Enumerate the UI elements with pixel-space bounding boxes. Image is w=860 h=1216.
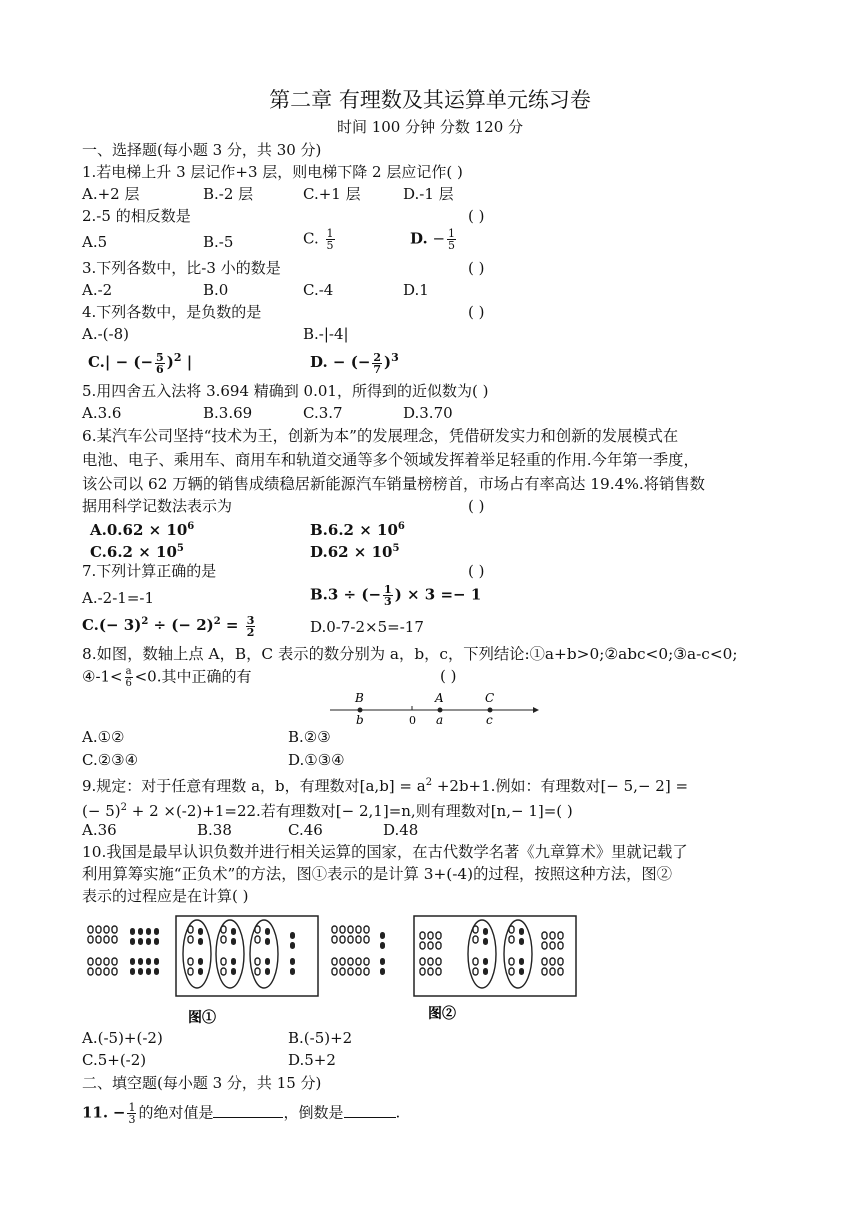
q6-option-d: $D.62 \times 10^5$ [310,543,400,561]
page-title: 第二章 有理数及其运算单元练习卷 [269,88,591,112]
q2-option-d-fraction: $\frac{1}{5}$ [448,227,456,252]
label-zero: 0 [409,714,416,727]
fig2-label: 图② [428,1006,456,1022]
q3-stem: 3.下列各数中，比-3 小的数是 [82,259,281,277]
q5-option-b: B.3.69 [203,404,253,422]
q11-blank-reciprocal[interactable] [344,1103,396,1118]
fig1-ellipses [183,920,295,988]
q10-line-1: 10.我国是最早认识负数并进行相关运算的国家，在古代数学名著《九章算术》里就记载了 [82,843,688,861]
q7-option-d: D.0-7-2×5=-17 [310,618,424,636]
q4-stem: 4.下列各数中，是负数的是 [82,303,262,321]
q7-option-a: A.-2-1=-1 [82,589,155,607]
q1-option-a: A.+2 层 [82,185,140,203]
q3-option-d: D.1 [403,281,429,299]
q4-option-b: B.-|-4| [303,325,349,343]
q11-blank-absolute-value[interactable] [213,1103,283,1118]
q8-answer-paren: ( ) [440,667,457,685]
q6-option-c: $C.6.2 \times 10^5$ [90,543,184,561]
q1-option-c: C.+1 层 [303,185,361,203]
q9-option-d: D.48 [383,821,419,839]
q5-option-c: C.3.7 [303,404,343,422]
label-upper-a: A [435,691,444,705]
q3-option-b: B.0 [203,281,229,299]
q10-line-3: 表示的过程应是在计算( ) [82,887,249,905]
q6-line-1: 6.某汽车公司坚持“技术为王，创新为本”的发展理念，凭借研发实力和创新的发展模式在 [82,427,679,445]
label-upper-c: C [485,691,495,705]
q4-option-a: A.-(-8) [82,325,129,343]
section-2-heading: 二、填空题(每小题 3 分，共 15 分) [82,1074,322,1092]
q8-option-a: A.①② [82,728,125,746]
q6-line-3: 该公司以 62 万辆的销售成绩稳居新能源汽车销量榜榜首，市场占有率高达 19.4%.将销售数 [82,475,705,493]
q10-option-d: D.5+2 [288,1051,336,1069]
q4-option-c-fraction: $\frac{5}{6}$ [156,350,164,376]
q6-line-4: 据用科学记数法表示为 [82,497,233,515]
q9-line-1: 9.规定：对于任意有理数 a，b，有理数对$[a,b] = a^2 +2b+1$.例如：有理数对[− 5,− 2] = [82,777,689,795]
q4-option-d: D. − (− $\frac{2}{7}$ )$^3$ [310,350,399,376]
q11-line: 11. − $\frac{1}{3}$ 的绝对值是 ，倒数是 . [82,1101,401,1126]
q10-option-a: A.(-5)+(-2) [82,1029,163,1047]
number-line-arrow [533,707,539,713]
q6-answer-paren: ( ) [468,497,485,515]
q4-option-c: C.| − (− $\frac{5}{6}$ )$^2$ | [88,350,193,376]
q4-option-d-fraction: $\frac{2}{7}$ [373,350,382,376]
fig1-left-open-rods [88,926,117,975]
q9-option-b: B.38 [197,821,232,839]
q7-option-b: B.3 ÷ (− $\frac{1}{3}$ ) × 3 =− 1 [310,583,482,608]
q2-option-b: B.-5 [203,233,234,251]
q10-option-b: B.(-5)+2 [288,1029,353,1047]
q2-stem: 2.-5 的相反数是 [82,207,191,225]
q8-option-b: B.②③ [288,728,331,746]
q7-stem: 7.下列计算正确的是 [82,562,217,580]
q4-option-d-label: D. [310,353,328,371]
point-b [358,708,363,713]
q1-option-d: D.-1 层 [403,185,454,203]
q1-option-b: B.-2 层 [203,185,254,203]
label-upper-b: B [355,691,364,705]
page-subtitle: 时间 100 分钟 分数 120 分 [336,118,524,136]
q3-answer-paren: ( ) [468,259,485,277]
q5-stem: 5.用四舍五入法将 3.694 精确到 0.01，所得到的近似数为( ) [82,382,489,400]
label-lower-c: c [486,713,493,727]
q10-line-2: 利用算筹实施“正负术”的方法，图①表示的是计算 3+(-4)的过程，按照这种方法，图② [82,865,672,883]
q6-option-a: $A.0.62 \times 10^6$ [90,521,195,539]
q8-line-1: 8.如图，数轴上点 A，B，C 表示的数分别为 a，b，c，下列结论:①a+b>0;②abc<0;③a-c<0; [82,645,738,663]
point-a [438,708,443,713]
fig2-contents [420,920,563,988]
q1-stem: 1.若电梯上升 3 层记作+3 层，则电梯下降 2 层应记作( ) [82,163,463,181]
q8-line-2: ④-1< $\frac{a}{6}$ <0.其中正确的有 [82,666,252,689]
q2-option-a: A.5 [82,233,108,251]
label-lower-a: a [436,713,444,727]
section-1-heading: 一、选择题(每小题 3 分，共 30 分) [82,141,322,159]
q4-answer-paren: ( ) [468,303,485,321]
fig1-left-filled-rods [130,928,159,975]
q10-option-c: C.5+(-2) [82,1051,147,1069]
q2-option-c-label: C. [303,229,319,248]
fig1-label: 图① [188,1010,216,1024]
number-line-figure [325,688,545,728]
counting-rods-figure [82,914,582,1024]
q9-option-a: A.36 [82,821,117,839]
q3-option-a: A.-2 [82,281,113,299]
q8-option-d: D.①③④ [288,751,345,769]
q2-option-c [303,228,337,251]
q9-option-c: C.46 [288,821,323,839]
q6-line-2: 电池、电子、乘用车、商用车和轨道交通等多个领域发挥着举足轻重的作用.今年第一季度， [82,451,699,469]
fig2-left-open-rods [332,926,385,975]
label-lower-b: b [356,713,364,727]
q9-line-2: (− 5)$^2$ + 2 ×(-2)+1=22.若有理数对[− 2,1]=n,则有理数对[n,− 1]=( ) [82,802,573,820]
q8-option-c: C.②③④ [82,751,139,769]
q7-answer-paren: ( ) [468,562,485,580]
q5-option-a: A.3.6 [82,404,122,422]
q2-answer-paren: ( ) [468,207,485,225]
fig1-box [176,916,318,996]
point-c [488,708,493,713]
fig2-box [414,916,576,996]
q6-option-b: $B.6.2 \times 10^6$ [310,521,405,539]
q5-option-d: D.3.70 [403,404,453,422]
q2-option-d-label: D. [410,229,428,248]
q3-option-c: C.-4 [303,281,334,299]
q2-option-d: D. − $\frac{1}{5}$ [410,227,456,252]
q7-option-c: $C.(- 3)^2$ ÷ (− 2)$^2$ = $\frac{3}{2}$ [82,613,255,639]
q4-option-c-label: C.| [88,353,111,371]
q2-option-c-fraction: $\frac{1}{5}$ [326,227,334,252]
